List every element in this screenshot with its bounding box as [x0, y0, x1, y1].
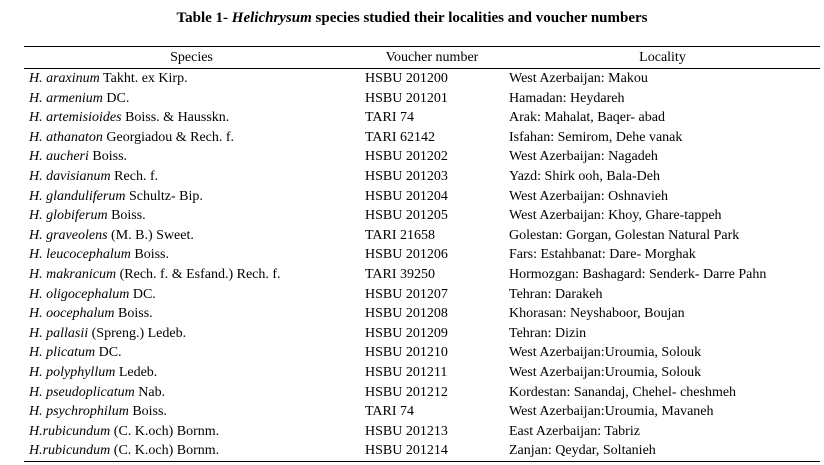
table-row: [24, 226, 820, 246]
locality-cell: Golestan: Gorgan, Golestan Natural Park: [509, 227, 740, 243]
species-author: Ledeb.: [115, 364, 158, 380]
locality-cell: Arak: Mahalat, Baqer- abad: [509, 110, 665, 126]
species-author: (Spreng.) Ledeb.: [88, 325, 187, 341]
species-name: H. davisianum: [29, 168, 111, 184]
species-author: (C. K.och) Bornm.: [110, 423, 220, 439]
species-name: H. artemisioides: [29, 110, 122, 126]
species-cell: [24, 69, 359, 89]
voucher-cell: HSBU 201206: [365, 247, 448, 263]
species-author: Boiss.: [128, 404, 167, 420]
voucher-cell: TARI 74: [365, 404, 415, 420]
species-name: H.rubicundum: [29, 423, 111, 439]
species-author: DC.: [95, 345, 122, 361]
locality-cell: Hamadan: Heydareh: [509, 90, 625, 106]
locality-cell: Yazd: Shirk ooh, Bala-Deh: [509, 168, 661, 184]
voucher-cell: HSBU 201205: [365, 208, 448, 224]
locality-cell: Hormozgan: Bashagard: Senderk- Darre Pahn: [509, 266, 767, 282]
locality-cell: East Azerbaijan: Tabriz: [509, 423, 640, 439]
voucher-cell: HSBU 201214: [359, 441, 505, 461]
species-author: Boiss.: [114, 306, 153, 322]
table-body: [24, 69, 820, 462]
species-author: (Rech. f. & Esfand.) Rech. f.: [116, 266, 281, 282]
locality-cell: West Azerbaijan: Nagadeh: [509, 149, 658, 165]
table-row: [24, 147, 820, 167]
species-cell: [24, 402, 359, 422]
species-author: DC.: [129, 286, 156, 302]
locality-cell: West Azerbaijan:Uroumia, Solouk: [509, 364, 702, 380]
species-name: H. aucheri: [29, 149, 89, 165]
voucher-cell: HSBU 201204: [365, 188, 448, 204]
species-name: H. polyphyllum: [29, 364, 116, 380]
voucher-cell: HSBU 201207: [365, 286, 448, 302]
voucher-cell: TARI 74: [365, 110, 415, 126]
species-cell: [24, 383, 359, 403]
table-row: [24, 69, 820, 89]
species-cell: [24, 304, 359, 324]
species-author: Takht. ex Kirp.: [99, 71, 188, 86]
locality-cell: West Azerbaijan: Khoy, Ghare-tappeh: [509, 208, 722, 224]
species-name: H. pseudoplicatum: [29, 384, 135, 400]
locality-cell: West Azerbaijan:Uroumia, Mavaneh: [509, 404, 714, 420]
locality-cell: West Azerbaijan: Oshnavieh: [509, 188, 669, 204]
species-author: Nab.: [134, 384, 166, 400]
species-name: H. psychrophilum: [29, 404, 129, 420]
voucher-cell: HSBU 201211: [365, 364, 448, 380]
species-cell: [24, 226, 359, 246]
locality-cell: Zanjan: Qeydar, Soltanieh: [505, 441, 820, 461]
table-row: [24, 128, 820, 148]
locality-cell: Khorasan: Neyshaboor, Boujan: [509, 306, 685, 322]
species-cell: [24, 108, 359, 128]
header-row: [24, 47, 820, 69]
voucher-cell: HSBU 201212: [365, 384, 448, 400]
header-species: Species: [24, 47, 359, 69]
table-row: [24, 324, 820, 344]
locality-cell: Tehran: Darakeh: [509, 286, 603, 302]
species-cell: [24, 147, 359, 167]
table-row: [24, 89, 820, 109]
table-row: [24, 245, 820, 265]
species-name: H. leucocephalum: [29, 247, 131, 263]
species-cell: [24, 128, 359, 148]
species-cell: [24, 422, 359, 442]
species-author: (M. B.) Sweet.: [107, 227, 194, 243]
species-author: Boiss.: [107, 208, 146, 224]
table-row: [24, 422, 820, 442]
locality-cell: Isfahan: Semirom, Dehe vanak: [509, 129, 683, 145]
table-row: [24, 187, 820, 207]
locality-cell: West Azerbaijan: Makou: [509, 71, 648, 86]
voucher-cell: HSBU 201209: [365, 325, 448, 341]
species-author: (C. K.och) Bornm.: [110, 443, 220, 459]
voucher-cell: HSBU 201202: [365, 149, 448, 165]
voucher-cell: HSBU 201210: [365, 345, 448, 361]
species-cell: [24, 441, 359, 461]
table-row: [24, 363, 820, 383]
species-name: H. athanaton: [29, 129, 103, 145]
caption-prefix: Table 1-: [176, 10, 232, 26]
table-row: [24, 285, 820, 305]
species-author: DC.: [102, 90, 130, 106]
caption-suffix: species studied their localities and voucher numbers: [311, 10, 648, 26]
voucher-cell: HSBU 201201: [365, 90, 448, 106]
species-name: H. araxinum: [29, 71, 100, 86]
header-locality: Locality: [505, 47, 820, 69]
species-cell: [24, 206, 359, 226]
voucher-cell: HSBU 201200: [365, 71, 448, 86]
species-name: H. oocephalum: [29, 306, 115, 322]
voucher-cell: HSBU 201213: [365, 423, 448, 439]
species-cell: [24, 245, 359, 265]
species-cell: [24, 89, 359, 109]
species-name: H. graveolens: [29, 227, 108, 243]
species-author: Boiss. & Hausskn.: [121, 110, 230, 126]
species-cell: [24, 187, 359, 207]
table-caption: [0, 9, 824, 27]
locality-cell: Kordestan: Sanandaj, Chehel- cheshmeh: [509, 384, 737, 400]
caption-genus: Helichrysum: [231, 10, 312, 26]
species-cell: [24, 363, 359, 383]
species-name: H. armenium: [29, 90, 103, 106]
table-row: [24, 108, 820, 128]
species-name: H. pallasii: [29, 325, 89, 341]
table-row: [24, 383, 820, 403]
species-author: Georgiadou & Rech. f.: [102, 129, 235, 145]
species-cell: [24, 343, 359, 363]
table-row: [24, 206, 820, 226]
table-row: [24, 265, 820, 285]
locality-cell: West Azerbaijan:Uroumia, Solouk: [509, 345, 702, 361]
species-author: Boiss.: [130, 247, 169, 263]
table-row: [24, 441, 820, 461]
species-name: H. makranicum: [29, 266, 117, 282]
species-name: H. oligocephalum: [29, 286, 130, 302]
species-author: Boiss.: [88, 149, 128, 165]
voucher-cell: TARI 62142: [365, 129, 436, 145]
species-cell: [24, 285, 359, 305]
species-name: H. plicatum: [29, 345, 96, 361]
table-row: [24, 343, 820, 363]
species-cell: [24, 324, 359, 344]
header-voucher: Voucher number: [359, 47, 505, 69]
locality-cell: Fars: Estahbanat: Dare- Morghak: [509, 247, 696, 263]
table-row: [24, 402, 820, 422]
table-row: [24, 167, 820, 187]
voucher-cell: TARI 21658: [365, 227, 436, 243]
species-author: Schultz- Bip.: [125, 188, 203, 204]
species-author: Rech. f.: [110, 168, 159, 184]
voucher-cell: HSBU 201208: [365, 306, 448, 322]
species-cell: [24, 265, 359, 285]
locality-cell: Tehran: Dizin: [509, 325, 587, 341]
species-name: H. glanduliferum: [29, 188, 126, 204]
species-table: [24, 46, 820, 462]
voucher-cell: HSBU 201203: [365, 168, 448, 184]
voucher-cell: TARI 39250: [365, 266, 436, 282]
species-name: H. globiferum: [29, 208, 108, 224]
table-row: [24, 304, 820, 324]
species-name: H.rubicundum: [29, 443, 111, 459]
species-cell: [24, 167, 359, 187]
